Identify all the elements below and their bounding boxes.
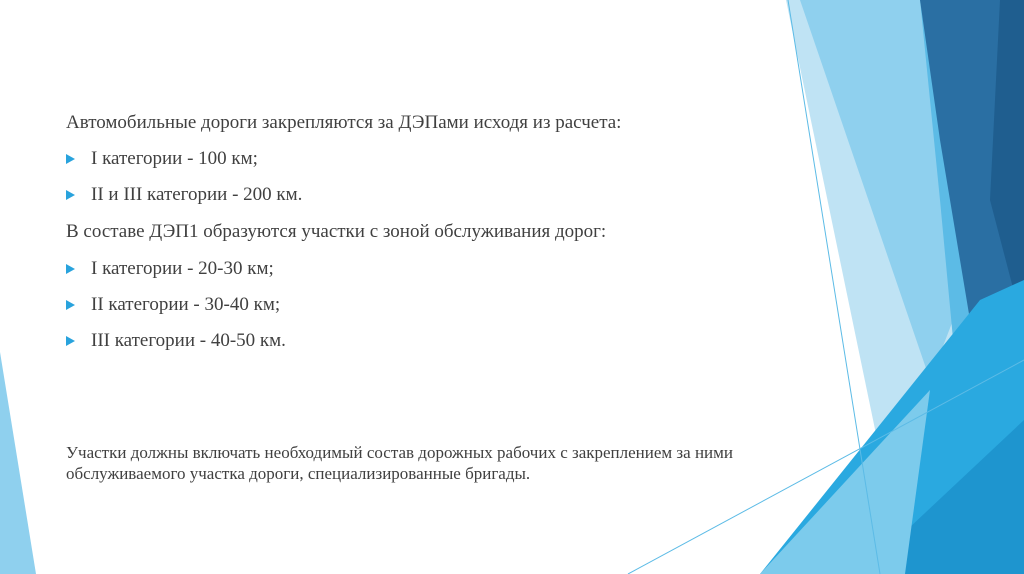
- bullet-text: III категории - 40-50 км.: [91, 330, 286, 351]
- triangle-bullet-icon: [66, 154, 75, 164]
- left-edge-triangle: [0, 352, 36, 574]
- bullet-text: II категории - 30-40 км;: [91, 294, 281, 315]
- triangle-bullet-icon: [66, 300, 75, 310]
- bullet-text: I категории - 20-30 км;: [91, 258, 274, 279]
- triangle-bullet-icon: [66, 336, 75, 346]
- intro-text: Автомобильные дороги закрепляются за ДЭПами исходя из расчета:: [66, 112, 622, 133]
- intro2-text: В составе ДЭП1 образуются участки с зоной обслуживания дорог:: [66, 221, 607, 242]
- bullet-text: II и III категории - 200 км.: [91, 184, 303, 205]
- triangle-bullet-icon: [66, 190, 75, 200]
- bullet-text: I категории - 100 км;: [91, 148, 258, 169]
- bullet-item: [66, 330, 286, 352]
- bullet-item: [66, 184, 302, 206]
- bullet-item: [66, 258, 274, 280]
- note-paragraph: Участки должны включать необходимый состав дорожных рабочих с закреплением за ними обслуживаемого участка дороги, специализированные бригады.: [66, 443, 733, 483]
- bullet-item: [66, 294, 280, 316]
- bullet-item: [66, 148, 258, 170]
- triangle-bullet-icon: [66, 264, 75, 274]
